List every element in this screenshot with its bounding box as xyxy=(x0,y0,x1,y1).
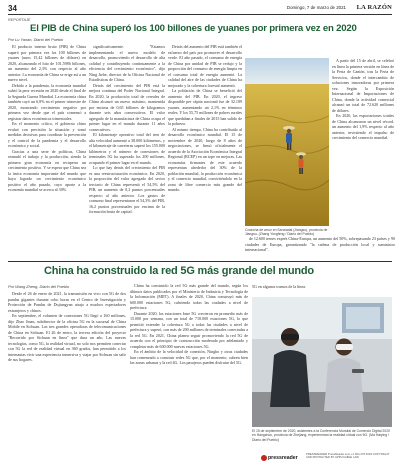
page-header xyxy=(8,5,392,13)
article2-column-1 xyxy=(8,291,126,455)
vr-scene-illustration xyxy=(252,297,392,427)
article1-col1-para: El producto interno bruto (PIB) de China superó por primera vez los 100 billones de yuanes (unos 15,42 billones de dólares) en 2020, alcanzando el hito de 101,5986 billones, un aumento del 2,3% con respecto al año anterior. La economía de China se erige así a un nuevo nivel. xyxy=(8,44,86,82)
article2-column-2 xyxy=(130,283,248,455)
article1-col1-para: Debido a la pandemia, la economía mundial sufrió la peor recesión en 2020 desde el final de la Segunda Guerra Mundial. La economía china también cayó un 6,8% en el primer trimestre de 2020, mostrando crecimiento negativo por primera vez desde que el país comenzó a registrar datos económicos trimestrales. xyxy=(8,82,86,121)
article1-column-2 xyxy=(89,44,165,258)
pressreader-logo: pressreader xyxy=(268,455,298,461)
article1-col4-para: A partir del 15 de abril, se celebró en línea la primera versión en línea de la Feria de Cantón, tras la Feria de Servicios, donde el intercambio de soluciones innovadoras por primera vez. Según la Exposición Internacional de Importaciones de China, donde la actividad comercial alcanzó un total de 72.620 millones de dólares. xyxy=(332,58,394,113)
article1-col1-para: Gracias a una serie de políticas, China reanudó el trabajo y la producción, siendo la primera gran economía en recuperar un crecimiento positivo. Y se espera que China sea la única economía importante del mundo que haya logrado un crecimiento económico positivo el año pasado, cuyo aporte a la economía mundial se acerca al 30%. xyxy=(8,148,86,192)
article2-col3-para: 5G en algunos tramos de la línea. xyxy=(252,284,307,289)
article1-col3-para: Al mismo tiempo, China ha contribuido al desarrollo económico mundial. El 15 de noviembre de 2020, luego de 8 años de negociaciones, se firmó oficialmente el acuerdo de la Asociación Económica Integral Regional (RCEP) en un tope en mejoras. Las economías firmantes de este acuerdo representan alrededor del 30% de la población mundial, la producción económica y el comercio mundial, convirtiéndolo en la zona de libre comercio más grande del mundo. xyxy=(168,126,242,192)
article1-col2-para: Detrás del crecimiento del PIB está la mejora continua del Poder Nacional Integral. En 2020, la producción total de cereales de China alcanzó un nuevo máximo, mantenida por encima de 0,65 billones de kilogramos durante seis años consecutivos. El valor agregado de la manufactura de China ocupa el primer lugar en el mundo durante 11 años consecutivos. xyxy=(89,82,165,132)
article1-col1-para: En el momento crítico, el gobierno chino evaluó con precisión la situación y tomó medidas decisivas para coordinar la prevención y el control de la pandemia y el desarrollo económico y social. xyxy=(8,121,86,148)
article1-col2-para: Lo que hay detrás del crecimiento del PIB es una reestructuración económica. En 2020, la proporción del valor agregado del sector terciario de China representó el 54,5% del PIB, un aumento de 0,2 puntos porcentuales respecto al año anterior. Los gastos de consumo final representaron el 54,3% del PIB, 16,2 puntos porcentuales por encima de la formación bruta de capital. xyxy=(89,165,165,214)
header-rule xyxy=(8,14,392,15)
article1-column-1 xyxy=(8,44,86,258)
article2-column-3 xyxy=(252,284,392,292)
article1-byline: Por Lu Yanan, Diario del Pueblo xyxy=(8,37,64,42)
article1-col4-para: En 2020, las exportaciones totales de China alcanzaron un nivel récord, un aumento del 1,9% respecto al año anterior, invirtiendo el impulso de crecimiento del comercio mundial. xyxy=(332,113,394,140)
issue-date: Domingo, 7 de marzo de 2021 xyxy=(286,5,346,10)
article2-col2-para: Durante 2020, las estaciones base 5G crecieron en promedio más de 15.000 por semana, con un total de 718.000 estaciones 5G, lo que permitió extender la cobertura 5G a todas las ciudades a nivel de prefectura y superó, con más de 200 millones de terminales conectadas a la red 5G. En 2021, China planea seguir promoviendo la red 5G de acuerdo con el principio de construcción moderada por adelantado y completar más de 600.000 nuevas estaciones 5G. xyxy=(130,310,248,349)
article1-column-4 xyxy=(332,58,394,234)
article1-col3-para: La población de China se benefició del aumento del PIB. En 2020, el ingreso disponible per cápita nacional fue de 32.189 yuanes, aumentando un 2,1% en términos reales. Y los 55,75 millones de pobres rurales que quedaban a finales de 2015 han salido de la pobreza. xyxy=(168,88,242,126)
article1-column-3 xyxy=(168,44,242,258)
article2-col2-para: En el ámbito de la velocidad de conexión, Ningbo y otras ciudades han comenzado a construir redes 5G que, por el momento, cubren bien las zonas urbanas y la red 4G. Los pasajeros pueden disfrutar del 5G. xyxy=(130,349,248,365)
newspaper-name: LA RAZÓN xyxy=(356,4,392,11)
article1-col4-para: de 12.600 trenes exprés China-Europa, un aumento del 50%, sobrepasando 23 países y 90 ciudades de Europa, garantizando "la cadena de producción local y suministro internacional". xyxy=(245,236,395,252)
rice-harvest-photo xyxy=(245,58,329,226)
footer-copyright: PRESSREADER PressReader.com +1 604 278 4604 COPYRIGHT AND PROTECTED BY APPLICABLE LAW xyxy=(306,452,390,460)
photo2-caption: El 15 de septiembre de 2020, asistentes a la Conferencia Mundial de Comercio Digital 2020 en Hangzhou, provincia de Zhejiang, experimentan la realidad virtual con 5G. (Ma Haiying / Diario del Pueblo) xyxy=(252,429,390,442)
article1-headline: El PIB de China superó los 100 billones de yuanes por primera vez en 2020 xyxy=(30,23,357,34)
article2-headline: China ha construido la red 5G más grande del mundo xyxy=(44,265,314,277)
rice-field-illustration xyxy=(245,58,329,226)
article2-col2-para: China ha construido la red 5G más grande del mundo, según los últimos datos publicados por el Ministerio de Industria y Tecnología de la Información (MIIT). A finales de 2020, China construyó más de 600.000 estaciones 5G, cubriendo todas las ciudades a nivel de prefectura. xyxy=(130,283,248,310)
pressreader-logo-icon xyxy=(261,455,267,461)
article2-col1-para: Desde el 26 de enero de 2021, la transmisión en vivo con 5G de dos pandas gigantes durante ocho horas en el Centro de Investigación y Protección de Pandas de Dujiangyan atrajo a muchos espectadores extranjeros y chinos. xyxy=(8,291,126,313)
article1-col3-para: Detrás del aumento del PIB está también el esfuerzo del país por promover el desarrollo verde. El año pasado, el consumo de energía de China por unidad de PIB se redujo y la proporción del consumo de energía limpia en el consumo total de energía aumentó. La calidad del aire de las ciudades de China ha mejorado y la cobertura forestal aumentó. xyxy=(168,44,242,88)
article2-col1-para: En septiembre, el volumen de conexiones 5G llegó a 160 millones, dijo Zhao Jinan, subdirector de la oficina 5G en la sucursal de China Mobile en Sichuan. Las tres grandes operadoras de telecomunicaciones de China en Sichuan. El 26 de enero, la tercera edición del proyecto "Recorrido por Sichuan en línea" que dura un año. Las nuevas tecnologías, como 5G, la realidad virtual, no solo nos permiten conectar con 5G la red de realidad virtual en 360 grados, han permitido a los internautas vivir una experiencia inmersiva y viajar por Sichuan sin salir de sus hogares. xyxy=(8,313,126,362)
vr-experience-photo xyxy=(252,297,392,427)
page-number: 34 xyxy=(8,4,17,13)
article2-byline: Por Wang Zheng, Diario del Pueblo xyxy=(8,284,70,289)
photo1-caption: Cosecha de arroz en Sanxiadai (Jiangsu), provincia de Jiangsu. (Zhang Yongfeng / Diario del Pueblo) xyxy=(245,228,328,237)
section-label: REPORTAJE xyxy=(8,18,31,22)
article1-col2-para: El kilometraje operativo total del tren de alta velocidad aumentó a 38.000 kilómetros, y el kilometraje de carreteras superó los 155.000 kilómetros y el número de conexiones de terminales 5G ha superado los 200 millones, ocupando el primer lugar en el mundo. xyxy=(89,132,165,165)
article1-col2-para: significativamente. "Estamos implementando el nuevo modelo de desarrollo, promoviendo el desarrollo de alta calidad y contribuyendo continuamente a la eficiencia del crecimiento económico", dijo Ning Jizhe, director de la Oficina Nacional de Estadísticas de China. xyxy=(89,44,165,82)
article-divider xyxy=(8,261,392,262)
article1-column-4-top xyxy=(245,236,395,258)
